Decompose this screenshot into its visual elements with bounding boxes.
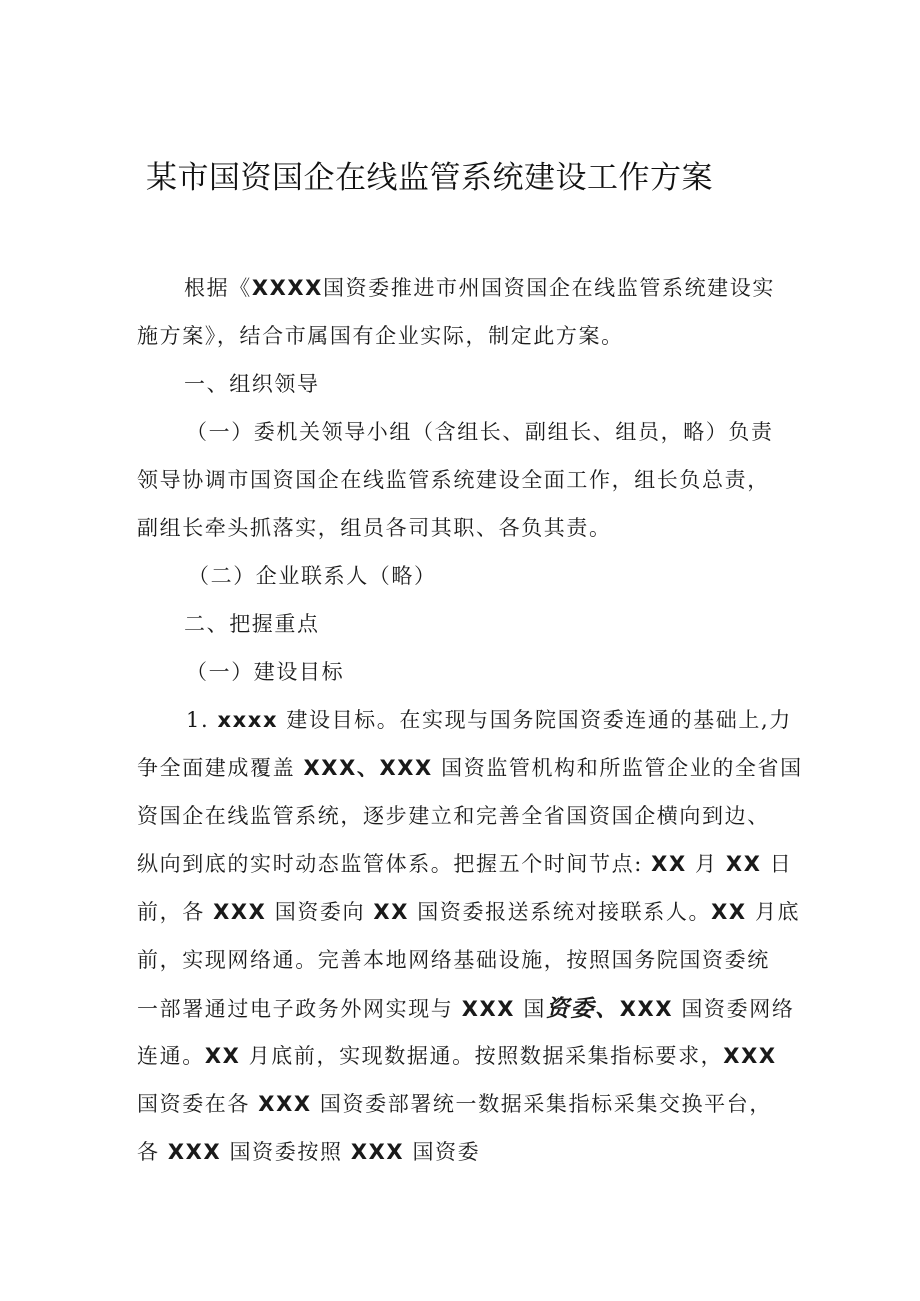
section-2-p1-line-3: 资国企在线监管系统，逐步建立和完善全省国资国企横向到边、 bbox=[137, 804, 770, 828]
section-2-heading: 二、把握重点 bbox=[184, 612, 320, 636]
section-1-item-2: （二）企业联系人（略） bbox=[188, 564, 437, 588]
section-2-p1-line-6: 前，实现网络通。完善本地网络基础设施，按照国务院国资委统 bbox=[137, 948, 770, 972]
section-2-p1-line-5: 前，各 XXX 国资委向 XX 国资委报送系统对接联系人。XX 月底 bbox=[137, 900, 801, 924]
section-2-p1-line-8: 连通。XX 月底前，实现数据通。按照数据采集指标要求，XXX bbox=[137, 1044, 777, 1068]
intro-line-1: 根据《XXXX国资委推进市州国资国企在线监管系统建设实 bbox=[184, 276, 775, 300]
section-1-heading: 一、组织领导 bbox=[184, 372, 320, 396]
section-2-p1-line-2: 争全面建成覆盖 XXX、XXX 国资监管机构和所监管企业的全省国 bbox=[137, 756, 803, 780]
section-2-p1-line-1: 1. xxxx 建设目标。在实现与国务院国资委连通的基础上,力 bbox=[186, 708, 792, 732]
section-2-p1-line-9: 国资委在各 XXX 国资委部署统一数据采集指标采集交换平台， bbox=[137, 1092, 772, 1116]
section-2-p1-line-4: 纵向到底的实时动态监管体系。把握五个时间节点: XX 月 XX 日 bbox=[137, 852, 793, 876]
section-2-p1-line-7: 一部署通过电子政务外网实现与 XXX 国资委、XXX 国资委网络 bbox=[137, 996, 795, 1022]
section-2-p1-line-10: 各 XXX 国资委按照 XXX 国资委 bbox=[137, 1140, 481, 1164]
document-title: 某市国资国企在线监管系统建设工作方案 bbox=[146, 160, 713, 196]
section-1-item-1-line-1: （一）委机关领导小组（含组长、副组长、组员，略）负责 bbox=[186, 420, 774, 444]
intro-line-2: 施方案》，结合市属国有企业实际，制定此方案。 bbox=[137, 324, 624, 348]
section-1-item-1-line-2: 领导协调市国资国企在线监管系统建设全面工作，组长负总责， bbox=[137, 468, 770, 492]
section-2-sub-1: （一）建设目标 bbox=[186, 660, 345, 684]
section-1-item-1-line-3: 副组长牵头抓落实，组员各司其职、各负其责。 bbox=[137, 516, 612, 540]
